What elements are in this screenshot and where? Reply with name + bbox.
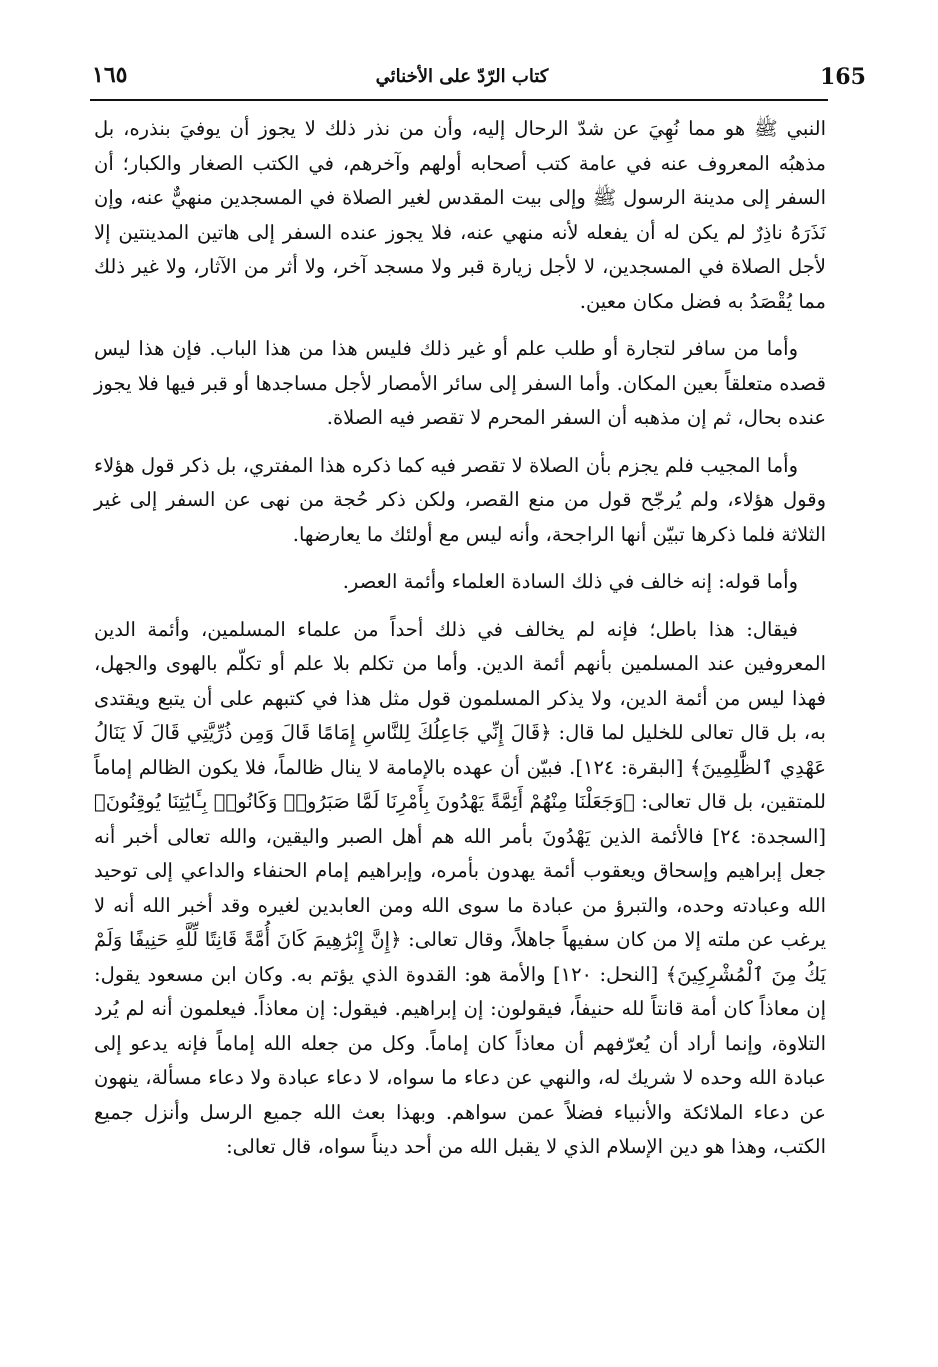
page-number-arabic: ١٦٥ bbox=[92, 62, 128, 88]
paragraph: وأما من سافر لتجارة أو طلب علم أو غير ذلك فليس هذا من هذا الباب. فإن هذا ليس قصده متعلقاً بعين المكان. وأما السفر إلى سائر الأمصار لأجل مساجدها أو قبر فيها فلا يجوز عنده بحال، ثم إن مذهبه أن السفر المحرم لا تقصر فيه الصلاة. bbox=[94, 337, 826, 429]
paragraph: النبي ﷺ هو مما نُهِيَ عن شدّ الرحال إليه، وأن من نذر ذلك لا يجوز أن يوفيَ بنذره، بل مذهبُه المعروف عنه في عامة كتب أصحابه أولهم وآخرهم، في الكتب الصغار والكبار؛ أن السفر إلى مدينة الرسول ﷺ وإلى بيت المقدس لغير الصلاة في المسجدين منهيٌّ عنه، وإن نَذَرَهُ ناذِرٌ لم يكن له أن يفعله لأنه منهي عنه، فلا يجوز عنده السفر إلى هاتين المدينتين إلا لأجل الصلاة في المسجدين، لا لأجل زيارة قبر ولا مسجد آخر، ولا أثر من الآثار، ولا غير ذلك مما يُقْصَدُ به فضل مكان معين. bbox=[94, 117, 826, 313]
paragraph: وأما قوله: إنه خالف في ذلك السادة العلماء وأئمة العصر. bbox=[342, 570, 798, 593]
page-number-latin: 165 bbox=[820, 64, 866, 90]
page-header bbox=[92, 56, 866, 96]
running-title: كتاب الرّدّ على الأخنائي bbox=[375, 66, 549, 87]
header-rule bbox=[90, 99, 828, 101]
paragraph: فيقال: هذا باطل؛ فإنه لم يخالف في ذلك أحداً من علماء المسلمين، وأئمة الدين المعروفين عند المسلمين بأنهم أئمة الدين. وأما من تكلم بلا علم أو تكلّم بالهوى والجهل، فهذا ليس من أئمة الدين، ولا يذكر المسلمون قول مثل هذا في كتبهم على أن يتبع ويقتدى به، بل قال تعالى للخليل لما قال: ﴿قَالَ إِنِّي جَاعِلُكَ لِلنَّاسِ إِمَامًا قَالَ وَمِن ذُرِّيَّتِي قَالَ لَا يَنَالُ عَهْدِي ٱلظَّٰلِمِينَ﴾ [البقرة: ١٢٤]. فبيّن أن عهده بالإمامة لا ينال ظالماً، فلا يكون الظالم إماماً للمتقين، بل قال تعالى: ﴿وَجَعَلْنَا مِنْهُمْ أَئِمَّةً يَهْدُونَ بِأَمْرِنَا لَمَّا صَبَرُوا۟ وَكَانُوا۟ بِـَٔايَٰتِنَا يُوقِنُونَ﴾ [السجدة: ٢٤] فالأئمة الذين يَهْدُونَ بأمر الله هم أهل الصبر واليقين، والله تعالى أخبر أنه جعل إبراهيم وإسحاق ويعقوب أئمة يهدون بأمره، وإبراهيم إمام الحنفاء والداعي إلى توحيد الله وعبادته وحده، والتبرؤ من عبادة ما سوى الله ومن العابدين لغيره وقد أخبر الله أنه لا يرغب عن ملته إلا من كان سفيهاً جاهلاً، وقال تعالى: ﴿إِنَّ إِبْرَٰهِيمَ كَانَ أُمَّةً قَانِتًا لِّلَّهِ حَنِيفًا وَلَمْ يَكُ مِنَ ٱلْمُشْرِكِينَ﴾ [النحل: ١٢٠] والأمة هو: القدوة الذي يؤتم به. وكان ابن مسعود يقول: إن معاذاً كان أمة قانتاً لله حنيفاً، فيقولون: إن إبراهيم. فيقول: إن معاذاً. فيعلمون أنه لم يُرد التلاوة، وإنما أراد أن يُعرّفهم أن معاذاً كان إماماً. وكل من جعله الله إماماً فإنه يدعو إلى عبادة الله وحده لا شريك له، والنهي عن دعاء ما سواه، لا دعاء عبادة ولا دعاء مسألة، ينهون عن دعاء الملائكة والأنبياء فضلاً عمن سواهم. وبهذا بعث الله جميع الرسل وأنزل جميع الكتب، وهذا هو دين الإسلام الذي لا يقبل الله من أحد ديناً سواه، قال تعالى: bbox=[94, 617, 826, 1158]
body-text bbox=[94, 112, 826, 1178]
paragraph: وأما المجيب فلم يجزم بأن الصلاة لا تقصر فيه كما ذكره هذا المفتري، بل ذكر قول هؤلاء وقول هؤلاء، ولم يُرجّح قول من منع القصر، ولكن ذكر حُجة من نهى عن السفر إلى غير الثلاثة فلما ذكرها تبيّن أنها الراجحة، وأنه ليس مع أولئك ما يعارضها. bbox=[94, 453, 826, 546]
